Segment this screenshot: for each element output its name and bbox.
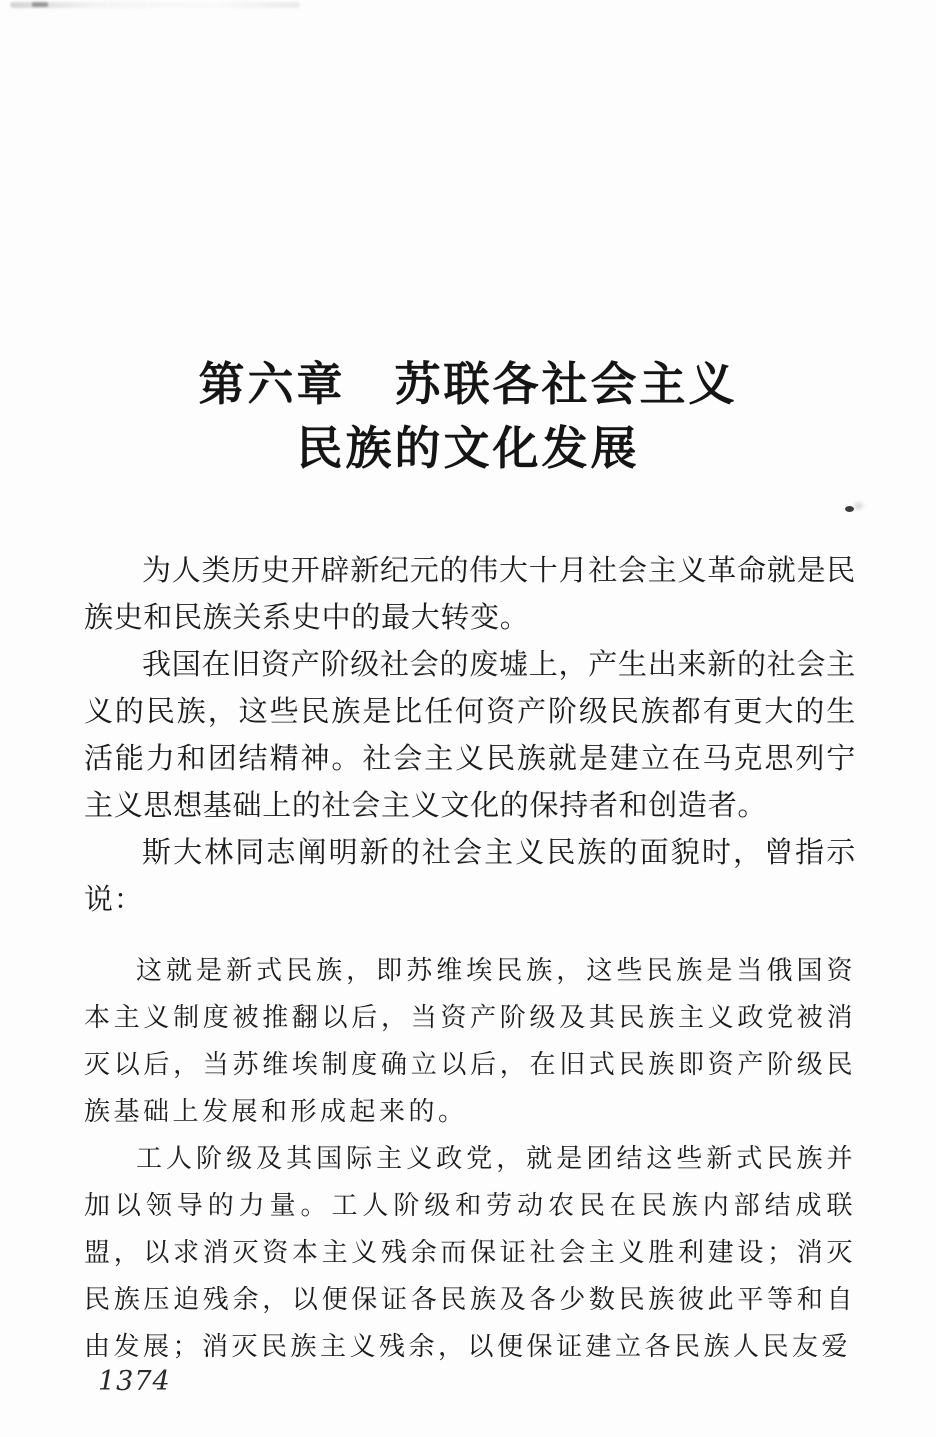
page-number: 1374 [98, 1366, 171, 1397]
body-paragraph-3: 斯大林同志阐明新的社会主义民族的面貌时，曾指示说： [84, 835, 856, 916]
scan-smudge-top-left [10, 2, 300, 8]
scan-speck [845, 506, 854, 512]
body-text [84, 547, 856, 923]
quotation-block [84, 948, 856, 1371]
quote-paragraph-1: 这就是新式民族，即苏维埃民族，这些民族是当俄国资本主义制度被推翻以后，当资产阶级及其民族主义政党被消灭以后，当苏维埃制度确立以后，在旧式民族即资产阶级民族基础上发展和形成起来的。 [84, 956, 856, 1127]
chapter-title-line-2: 民族的文化发展 [296, 421, 640, 475]
quote-paragraph-2: 工人阶级及其国际主义政党，就是团结这些新式民族并加以领导的力量。工人阶级和劳动农民在民族内部结成联盟，以求消灭资本主义残余而保证社会主义胜利建设；消灭民族压迫残余，以便保证各民族及各少数民族彼此平等和自由发展；消灭民族主义残余，以便保证建立各民族人民友爱 [84, 1144, 856, 1362]
chapter-title [0, 352, 936, 480]
body-paragraph-1: 为人类历史开辟新纪元的伟大十月社会主义革命就是民族史和民族关系史中的最大转变。 [84, 553, 856, 634]
body-paragraph-2: 我国在旧资产阶级社会的废墟上，产生出来新的社会主义的民族，这些民族是比任何资产阶级民族都有更大的生活能力和团结精神。社会主义民族就是建立在马克思列宁主义思想基础上的社会主义文化的保持者和创造者。 [84, 647, 856, 822]
chapter-title-line-1: 第六章 苏联各社会主义 [198, 357, 738, 411]
